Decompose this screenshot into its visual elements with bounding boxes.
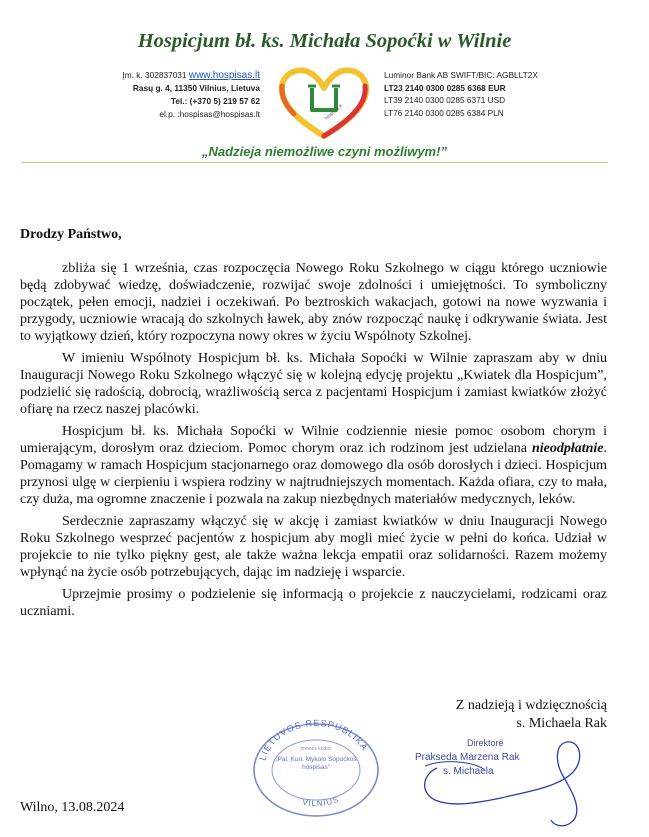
registration-code: Įm. k. 302837031 bbox=[122, 70, 187, 80]
letterhead bbox=[0, 0, 649, 170]
paragraph-3-start: Hospicjum bł. ks. Michała Sopoćki w Wilnie codziennie niesie pomoc osobom chorym i umierającym, dorosłym oraz dzieciom. Pomoc chorym oraz ich rodzinom jest udzielana bbox=[20, 424, 607, 456]
emphasis-free-of-charge: nieodpłatnie bbox=[531, 441, 604, 456]
letter-date: Wilno, 13.08.2024 bbox=[20, 800, 125, 815]
paragraph-3 bbox=[20, 423, 607, 508]
stamp-small-text: Įmonės kodas bbox=[300, 746, 332, 752]
website-link[interactable]: www.hospisas.lt bbox=[188, 70, 260, 81]
paragraph-3-end: . Pomagamy w ramach Hospicjum stacjonarnego oraz domowego dla osób dorosłych i dzieci. Hospicjum przynosi ulgę w cierpieniu i wspiera rodziny w najtrudniejszych momentach. Każda ofiara, czy to mała, czy duża, ma ogromne znaczenie i pozwala na zakup niezbędnych materiałów medycznych, leków. bbox=[20, 441, 607, 507]
address-block bbox=[122, 69, 260, 121]
closing-phrase: Z nadzieją i wdzięcznością bbox=[455, 698, 607, 713]
account-usd: LT39 2140 0300 0285 6371 USD bbox=[384, 95, 506, 105]
motto: „Nadzieja niemożliwe czyni możliwym!” bbox=[202, 144, 447, 159]
account-pln: LT76 2140 0300 0285 6384 PLN bbox=[384, 107, 504, 118]
official-stamp bbox=[246, 710, 386, 820]
paragraph-4: Serdecznie zapraszamy włączyć się w akcję i zamiast kwiatków w dniu Inauguracji Nowego Roku Szkolnego wesprzeć pacjentów z hospicjum aby mogli mieć życie w pełni do końca. Udział w projekcie to nie tylko piękny gest, ale także ważna lekcja empatii oraz solidarności. Razem możemy wpłynąć na życie osób potrzebujących, dając im nadzieję i wsparcie. bbox=[20, 514, 607, 580]
street-address: Rasų g. 4, 11350 Vilnius, Lietuva bbox=[132, 83, 260, 93]
stamp-inner-text: „Pal. Kun. Mykolo Sopoćkos hospisas” bbox=[275, 756, 357, 771]
paragraph-5: Uprzejmie prosimy o podzielenie się informacją o projekcie z nauczycielami, rodzicami oraz uczniami. bbox=[20, 587, 607, 619]
stamp-outer-top: LIETUVOS RESPUBLIKA bbox=[257, 717, 371, 762]
org-title: Hospicjum bł. ks. Michała Sopoćki w Wilnie bbox=[137, 30, 512, 52]
signature-religious-name: s. Michaela bbox=[443, 766, 494, 777]
bank-details bbox=[384, 69, 538, 119]
signature-role: Direktorė bbox=[467, 738, 504, 748]
letter-body bbox=[20, 260, 607, 625]
paragraph-1: zbliża się 1 września, czas rozpoczęcia Nowego Roku Szkolnego w ciągu którego uczniowie będą zdobywać wiedzę, doświadczenie, rozwijać swoje zdolności i umiejętności. To symboliczny początek, pełen emocji, nadziei i oczekiwań. Po beztroskich wakacjach, gotowi na nowe wyzwania i przygody, uczniowie wracają do szkolnych ławek, aby znów rozpocząć naukę i odkrywanie świata. Jest to wyjątkowy dzień, który rozpoczyna nowy okres w życiu Wspólnoty Szkolnej. bbox=[20, 261, 607, 344]
signatory-name: s. Michaela Rak bbox=[516, 716, 607, 731]
phone: Tel.: (+370 5) 219 57 62 bbox=[170, 96, 260, 106]
paragraph-2: W imieniu Wspólnoty Hospicjum bł. ks. Michała Sopoćki w Wilnie zapraszam aby w dniu Inauguracji Nowego Roku Szkolnego włączyć się w kolejną edycję projektu „Kwiatek dla Hospicjum”, podzielić się radością, dobrocią, wrażliwością serca z pacjentami Hospicjum i zamiast kwiatków złożyć ofiarę na rzecz naszej placówki. bbox=[20, 351, 607, 417]
stamp-outer-bottom: VILNIUS bbox=[301, 794, 341, 809]
account-eur: LT23 2140 0300 0285 6368 EUR bbox=[384, 82, 506, 93]
bank-name: Luminor Bank AB SWIFT/BIC: AGBLLT2X bbox=[384, 70, 538, 80]
handwritten-signature bbox=[405, 728, 605, 834]
logo-text: hospisas.lt bbox=[323, 103, 343, 121]
hospice-heart-logo bbox=[272, 62, 376, 142]
email: el.p. :hospisas@hospisas.lt bbox=[159, 109, 260, 119]
header-divider bbox=[22, 162, 608, 163]
signature-name: Prakseda Marzena Rak bbox=[415, 752, 520, 763]
greeting: Drodzy Państwo, bbox=[20, 227, 122, 242]
